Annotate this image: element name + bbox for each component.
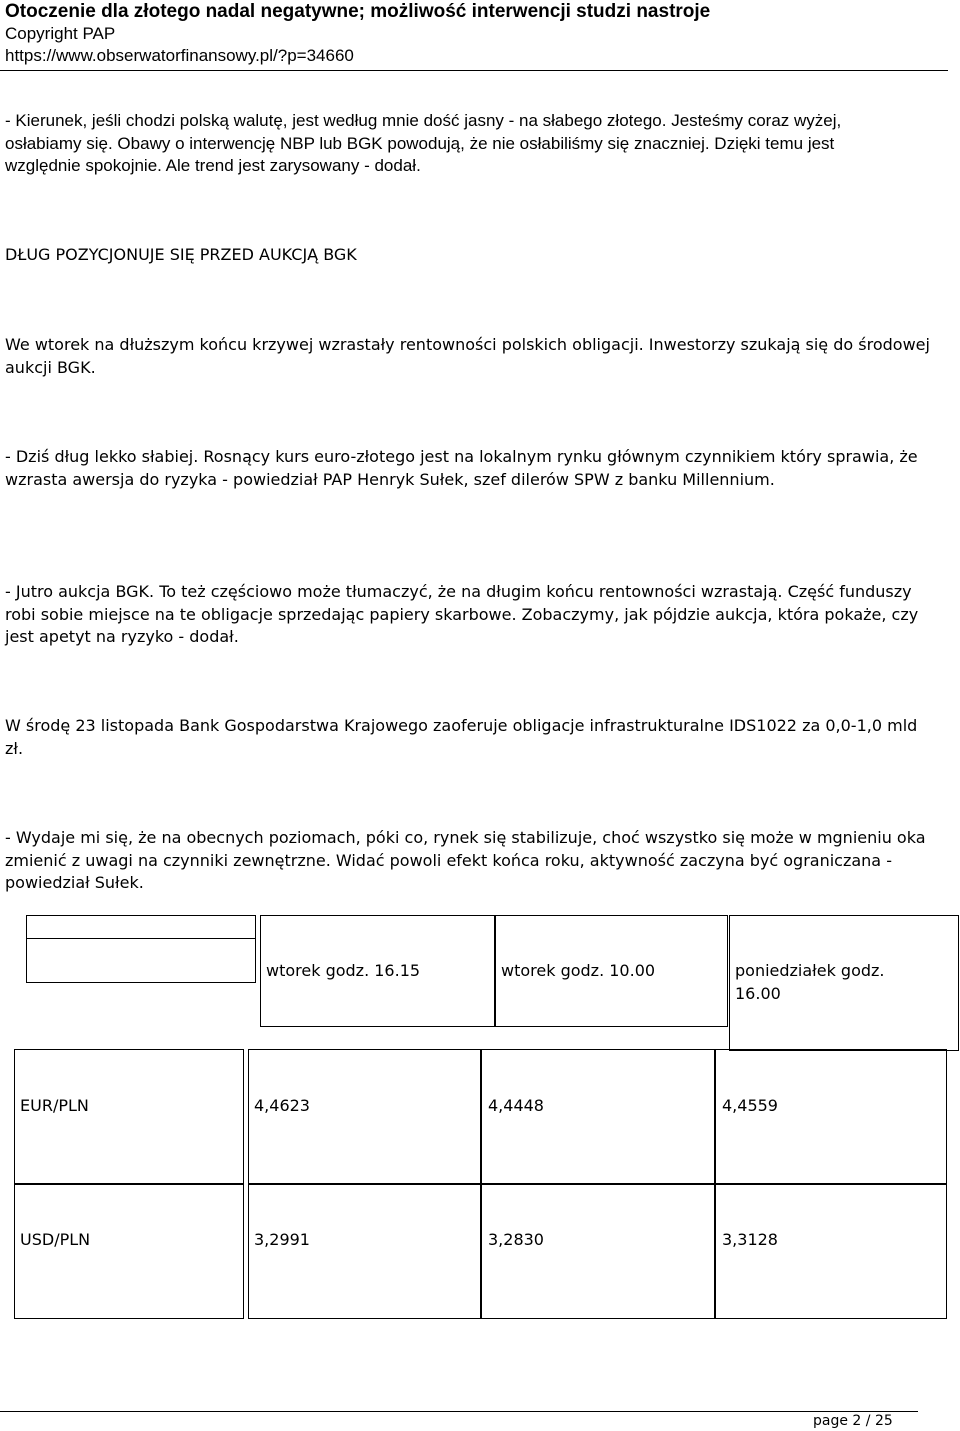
usd-col-2: 3,2830 (488, 1230, 544, 1249)
row-label-eur: EUR/PLN (20, 1096, 89, 1115)
table-header-col-3: poniedziałek godz. 16.00 (735, 961, 885, 1003)
copyright-line: Copyright PAP (5, 24, 116, 43)
source-url[interactable]: https://www.obserwatorfinansowy.pl/?p=34660 (5, 46, 354, 65)
table-header-col-1: wtorek godz. 16.15 (266, 961, 421, 980)
table-cell (248, 1184, 481, 1319)
table-cell (481, 1184, 715, 1319)
page-title: Otoczenie dla złotego nadal negatywne; możliwość interwencji studzi nastroje (5, 1, 711, 22)
table-row (14, 1184, 244, 1319)
usd-col-3: 3,3128 (722, 1230, 778, 1249)
eur-col-1: 4,4623 (254, 1096, 310, 1115)
paragraph-auction-quote: - Jutro aukcja BGK. To też częściowo może tłumaczyć, że na długim końcu rentowności wzrastają. Część funduszy robi sobie miejsce na te obligacje sprzedając papiery skarbowe. Zobaczymy, jak pójdzie aukcja, która pokaże, czy jest apetyt na ryzyko - dodał. (5, 582, 919, 646)
table-cell (715, 1184, 947, 1319)
paragraph-intro-quote: - Kierunek, jeśli chodzi polską walutę, jest według mnie dość jasny - na słabego złotego. Jesteśmy coraz wyżej, osłabiamy się. Obawy o interwencję NBP lub BGK powodują, że nie osłabiliśmy się znaczniej. Dzięki temu jest względnie spokojnie. Ale trend jest zarysowany - dodał. (5, 111, 842, 175)
table-header-col-2: wtorek godz. 10.00 (501, 961, 656, 980)
footer-divider (0, 1411, 918, 1412)
eur-col-2: 4,4448 (488, 1096, 544, 1115)
usd-col-1: 3,2991 (254, 1230, 310, 1249)
row-label-usd: USD/PLN (20, 1230, 91, 1249)
page-number: page 2 / 25 (813, 1413, 893, 1429)
paragraph-bonds: We wtorek na dłuższym końcu krzywej wzrastały rentowności polskich obligacji. Inwestorzy szukają się do środowej aukcji BGK. (5, 335, 930, 377)
paragraph-dealer-quote: - Dziś dług lekko słabiej. Rosnący kurs euro-złotego jest na lokalnym rynku głównym czynnikiem który sprawia, że wzrasta awersja do ryzyka - powiedział PAP Henryk Sułek, szef dilerów SPW z banku Millennium. (5, 447, 918, 489)
paragraph-auction-info: W środę 23 listopada Bank Gospodarstwa Krajowego zaoferuje obligacje infrastrukturalne IDS1022 za 0,0-1,0 mld zł. (5, 716, 918, 758)
section-heading: DŁUG POZYCJONUJE SIĘ PRZED AUKCJĄ BGK (5, 245, 357, 264)
paragraph-closing-quote: - Wydaje mi się, że na obecnych poziomach, póki co, rynek się stabilizuje, choć wszystko się może w mgnieniu oka zmienić z uwagi na czynniki zewnętrzne. Widać powoli efekt końca roku, aktywność zaczyna być ograniczana - powiedział Sułek. (5, 828, 926, 892)
eur-col-3: 4,4559 (722, 1096, 778, 1115)
header-divider (0, 70, 948, 71)
table-corner-top (26, 915, 256, 939)
table-corner-bottom (26, 938, 256, 983)
